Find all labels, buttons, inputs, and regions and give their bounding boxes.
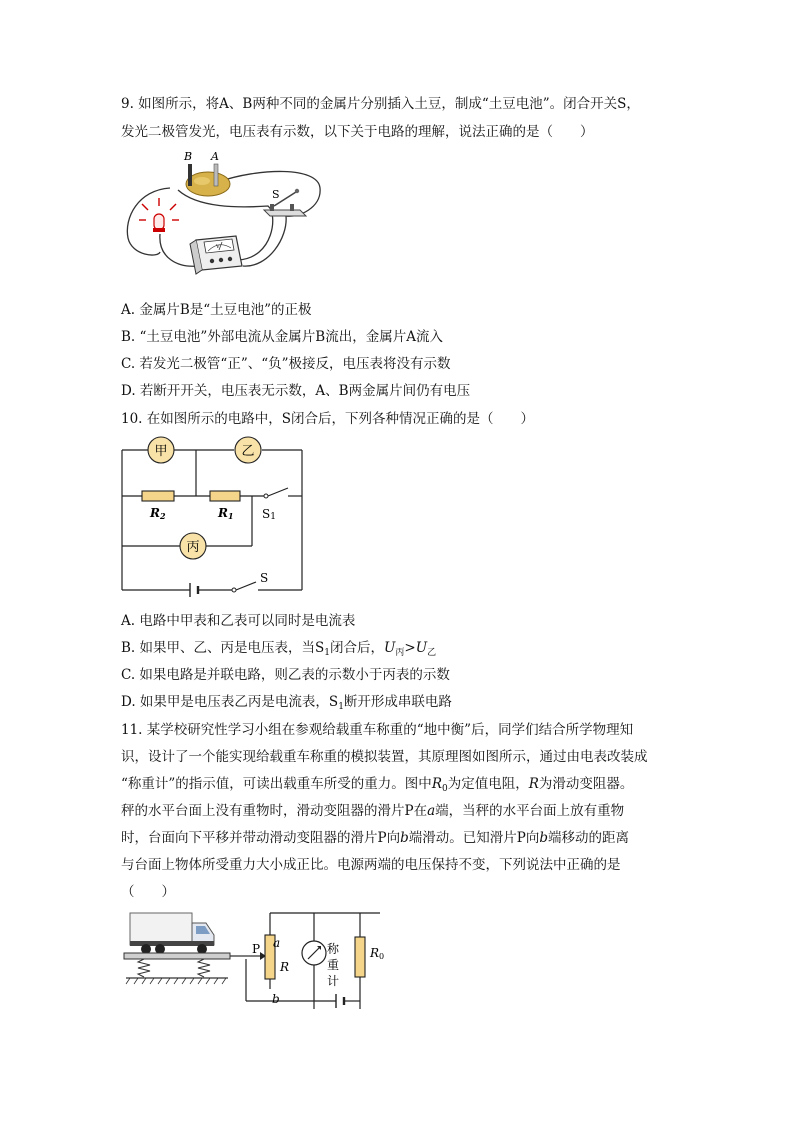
q10-meter-yi — [235, 437, 261, 463]
q9-label-a: A — [211, 150, 219, 163]
q9-potato — [186, 172, 230, 196]
q11-stem-line7: （ ） — [121, 884, 175, 900]
q11-stem-line2: 识，设计了一个能实现给载重车称重的模拟装置，其原理图如图所示，通过由电表改装成 — [121, 749, 648, 765]
q11-meter-char2: 重 — [327, 958, 340, 972]
q11-line4-a: a — [427, 803, 436, 819]
q11-meter-char1: 称 — [327, 942, 340, 956]
q10-option-d — [121, 693, 452, 716]
q11-line4-post: 端，当秤的水平台面上放有重物 — [435, 803, 625, 819]
q10-option-b-u1: U — [384, 640, 396, 656]
q11-line5-b2: b — [539, 830, 548, 846]
q10-meter-jia — [148, 437, 174, 463]
q11-line3-r: R — [528, 776, 539, 792]
q9-option-b: B. “土豆电池”外部电流从金属片B流出，金属片A流入 — [121, 329, 443, 345]
q10-option-b-u2-sub: 乙 — [427, 648, 437, 658]
q10-label-s1-sub: 1 — [270, 512, 276, 522]
q11-label-b: b — [272, 992, 280, 1006]
q10-label-r2: R — [150, 506, 160, 520]
q10-meter-yi-label: 乙 — [241, 444, 255, 459]
q11-stem-line5 — [121, 829, 629, 847]
q11-resistor-r0 — [355, 937, 365, 977]
q9-option-c: C. 若发光二极管“正”、“负”极接反，电压表将没有示数 — [121, 356, 451, 372]
q11-label-r: R — [280, 960, 290, 974]
q11-line3-text: “称重计”的指示值，可读出载重车所受的重力。图中 — [121, 776, 432, 792]
q10-label-r2-sub: 2 — [159, 511, 166, 521]
q10-option-c: C. 如果电路是并联电路，则乙表的示数小于丙表的示数 — [121, 667, 450, 683]
q11-label-r0: R — [370, 946, 380, 960]
svg-text:V: V — [216, 244, 220, 250]
q10-meter-bing — [180, 533, 206, 559]
q10-label-r1: R — [218, 506, 228, 520]
q10-option-d-sub: 1 — [338, 702, 344, 712]
q11-line3-mid: 为定值电阻， — [447, 776, 529, 792]
q11-platform — [124, 953, 230, 959]
q11-line4-text: 秤的水平台面上没有重物时，滑动变阻器的滑片P在 — [121, 803, 428, 819]
q9-potato-battery-figure — [118, 148, 338, 278]
q9-label-b: B — [184, 150, 193, 163]
q11-line5-text: 时，台面向下平移并带动滑动变阻器的滑片P向 — [121, 830, 401, 846]
q11-weighing-figure — [124, 905, 394, 1017]
q11-line3-r0-sub: 0 — [441, 784, 448, 794]
q9-option-a: A. 金属片B是“土豆电池”的正极 — [121, 302, 312, 318]
q11-line5-post: 端移动的距离 — [548, 830, 629, 846]
q11-stem-line3 — [121, 775, 633, 798]
svg-text:S1 — [262, 507, 276, 522]
q9-stem-line2: 发光二极管发光，电压表有示数，以下关于电路的理解，说法正确的是（ ） — [121, 124, 594, 140]
q9-switch — [264, 188, 306, 216]
q9-stem-line1: 9. 如图所示，将A、B两种不同的金属片分别插入土豆，制成“土豆电池”。闭合开关S， — [121, 96, 640, 112]
q10-option-b-u1-sub: 丙 — [395, 648, 405, 658]
q10-label-r1-sub: 1 — [227, 511, 234, 521]
q11-line5-b: b — [400, 830, 409, 846]
q11-label-r0-sub: 0 — [379, 952, 385, 961]
q9-label-s: S — [272, 188, 280, 201]
q10-option-b-u2: U — [415, 640, 428, 656]
svg-text:R2 — [149, 506, 166, 521]
q11-meter-char3: 计 — [327, 974, 340, 988]
q10-label-s1: S — [262, 507, 271, 521]
q10-option-a: A. 电路中甲表和乙表可以同时是电流表 — [121, 613, 356, 629]
q9-led — [139, 198, 179, 232]
q10-option-b — [121, 639, 436, 662]
q11-label-a: a — [273, 936, 281, 950]
q10-stem: 10. 在如图所示的电路中，S闭合后，下列各种情况正确的是（ ） — [121, 411, 535, 427]
q11-truck — [130, 913, 214, 954]
q10-label-s: S — [260, 571, 269, 585]
q11-stem-line4 — [121, 802, 624, 820]
q10-circuit-figure — [118, 436, 308, 596]
q9-plate-a — [214, 164, 218, 186]
q10-resistor-r1 — [210, 491, 240, 501]
q10-option-b-text: B. 如果甲、乙、丙是电压表，当S — [121, 640, 325, 656]
svg-text:R1 — [217, 506, 234, 521]
q11-line3-post: 为滑动变阻器。 — [538, 776, 634, 792]
q11-scale-meter — [302, 941, 326, 965]
q11-line3-r0: R — [431, 776, 442, 792]
q9-option-d: D. 若断开开关，电压表无示数，A、B两金属片间仍有电压 — [121, 383, 471, 399]
q9-voltmeter — [190, 236, 242, 274]
q10-meter-bing-label: 丙 — [186, 540, 200, 555]
svg-text:R0 — [369, 946, 384, 961]
q10-option-b-sub: 1 — [324, 648, 330, 658]
q10-meter-jia-label: 甲 — [154, 444, 168, 459]
q10-resistor-r2 — [142, 491, 174, 501]
q10-option-d-post: 断开形成串联电路 — [343, 694, 452, 710]
q11-stem-line6: 与台面上物体所受重力大小成正比。电源两端的电压保持不变，下列说法中正确的是 — [121, 857, 621, 873]
q11-line5-mid: 端滑动。已知滑片P向 — [408, 830, 540, 846]
q11-label-p: P — [252, 942, 261, 956]
q11-stem-line1: 11. 某学校研究性学习小组在参观给载重车称重的“地中衡”后，同学们结合所学物理知 — [121, 722, 634, 738]
q10-option-b-gt: > — [404, 640, 416, 656]
q10-option-b-mid: 闭合后， — [330, 640, 384, 656]
q10-option-d-text: D. 如果甲是电压表乙丙是电流表，S — [121, 694, 339, 710]
q9-plate-b — [188, 164, 192, 186]
